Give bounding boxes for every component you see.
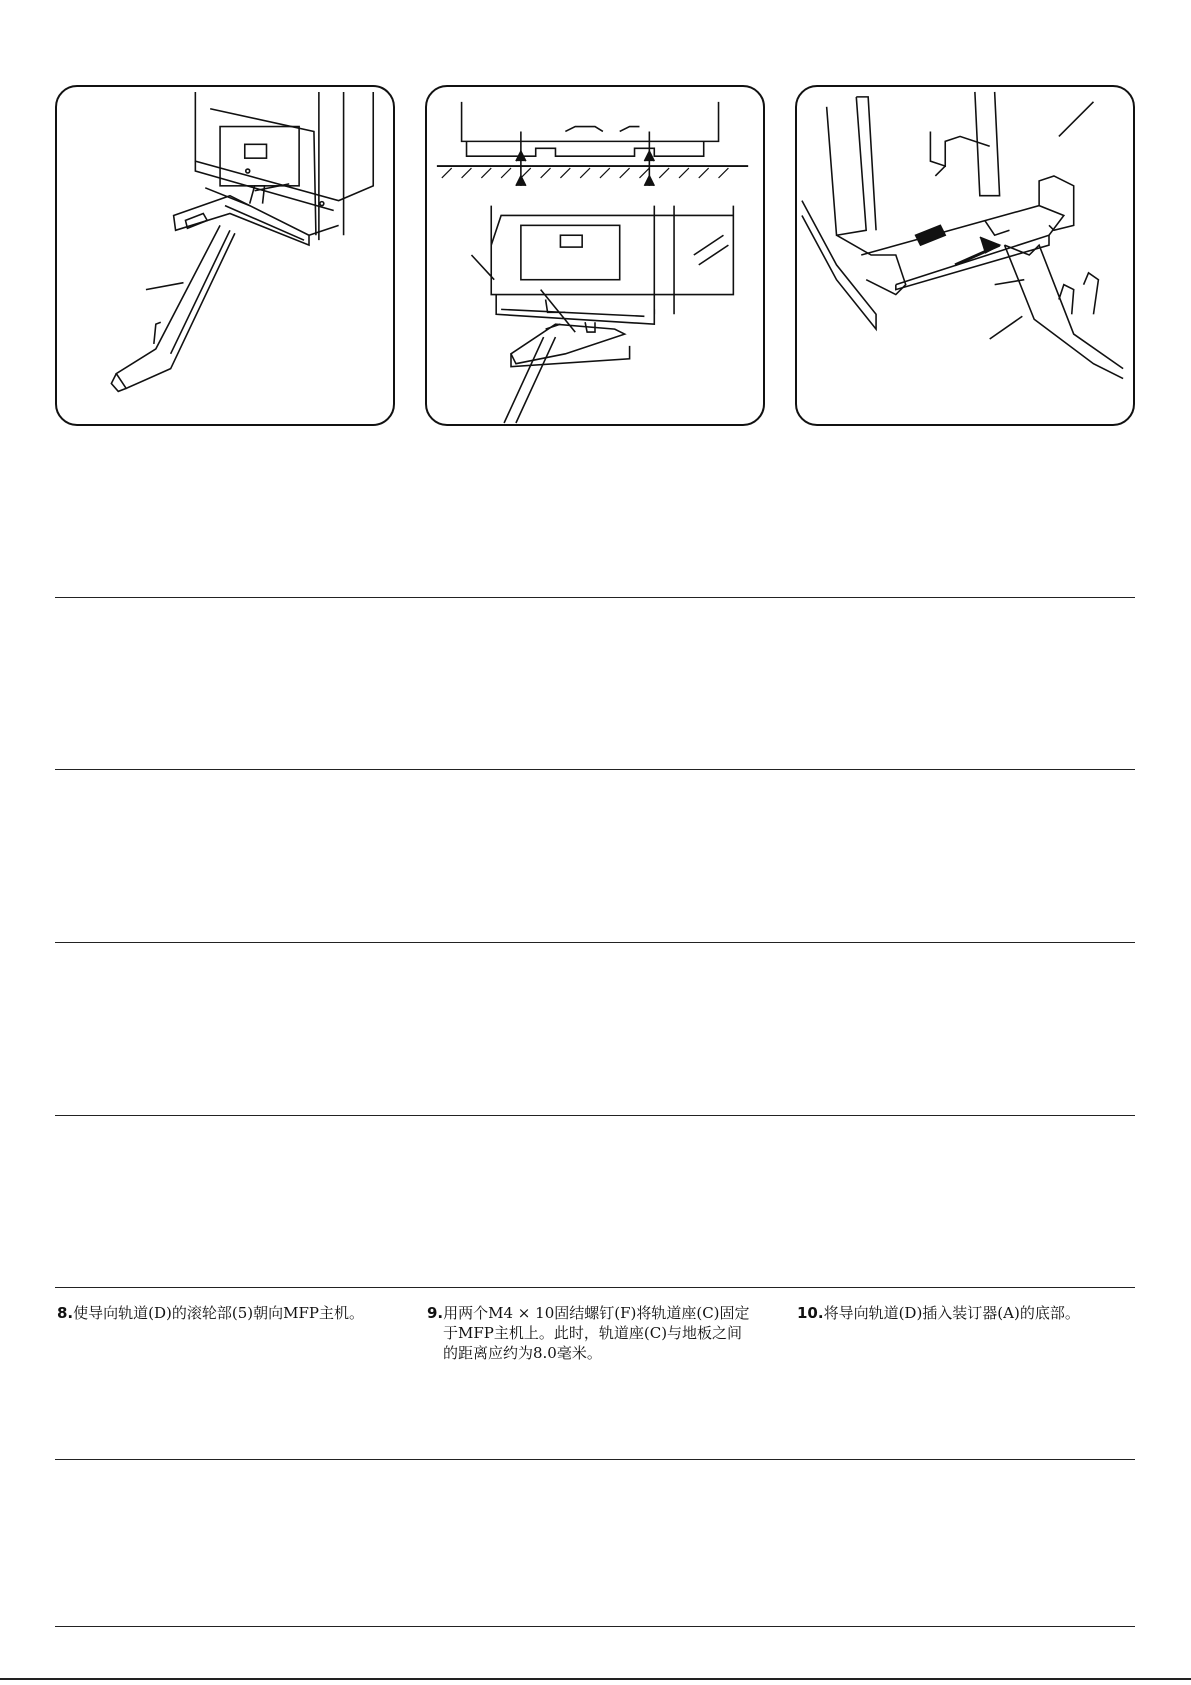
figure-step-10 [795, 85, 1135, 426]
step-text: 于MFP主机上。此时，轨道座(C)与地板之间 [443, 1324, 743, 1342]
step-9-instruction [427, 1303, 767, 1363]
section-divider [55, 1626, 1135, 1627]
step-10-instruction [797, 1303, 1137, 1323]
rail-base-screw-illustration [427, 87, 763, 424]
section-divider [55, 1287, 1135, 1288]
finisher-base-insert-illustration [797, 87, 1133, 424]
step-text: 的距离应约为8.0毫米。 [443, 1344, 602, 1362]
step-text: 使导向轨道(D)的滚轮部(5)朝向MFP主机。 [73, 1304, 364, 1322]
section-divider [55, 769, 1135, 770]
step-text: 将导向轨道(D)插入装订器(A)的底部。 [823, 1304, 1080, 1322]
section-divider [55, 1459, 1135, 1460]
page-bottom-edge [0, 1678, 1191, 1680]
figure-step-9 [425, 85, 765, 426]
step-number: 10. [797, 1304, 824, 1322]
guide-rail-roller-illustration [57, 87, 393, 424]
figure-step-8 [55, 85, 395, 426]
step-number: 9. [427, 1304, 444, 1322]
section-divider [55, 942, 1135, 943]
step-text: 用两个M4 × 10固结螺钉(F)将轨道座(C)固定 [443, 1304, 750, 1322]
section-divider [55, 1115, 1135, 1116]
step-8-instruction [57, 1303, 397, 1323]
step-number: 8. [57, 1304, 74, 1322]
section-divider [55, 597, 1135, 598]
